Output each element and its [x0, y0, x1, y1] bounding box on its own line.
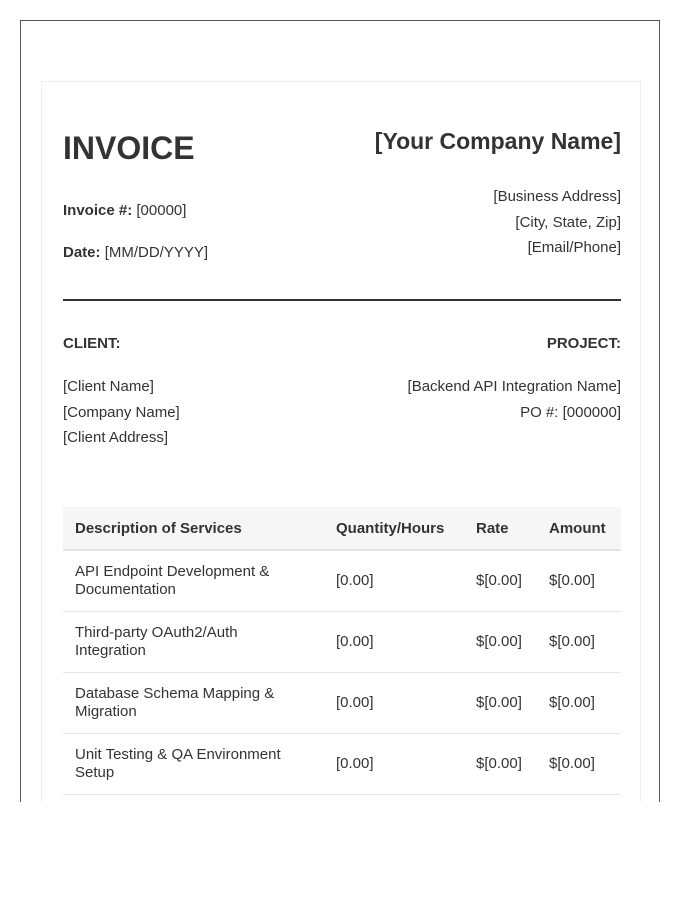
header-quantity: Quantity/Hours — [324, 507, 464, 550]
row-rate: $[0.00] — [464, 550, 537, 611]
client-section-title: CLIENT: — [63, 335, 121, 352]
company-name: [Your Company Name] — [374, 128, 621, 154]
services-table — [63, 507, 621, 795]
row-amount: $[0.00] — [537, 550, 621, 611]
row-rate: $[0.00] — [464, 733, 537, 794]
row-description: Unit Testing & QA Environment Setup — [63, 733, 324, 794]
table-row — [63, 733, 621, 794]
row-rate: $[0.00] — [464, 672, 537, 733]
invoice-date-value: [MM/DD/YYYY] — [104, 244, 209, 261]
invoice-viewport — [20, 20, 660, 802]
invoice-document — [41, 81, 641, 802]
row-quantity: [0.00] — [324, 733, 464, 794]
page-bottom-margin — [0, 802, 700, 900]
row-quantity: [0.00] — [324, 672, 464, 733]
company-contact: [Email/Phone] — [527, 239, 621, 256]
row-amount: $[0.00] — [537, 733, 621, 794]
project-section-title: PROJECT: — [546, 335, 621, 352]
row-amount: $[0.00] — [537, 611, 621, 672]
row-rate: $[0.00] — [464, 611, 537, 672]
table-row — [63, 550, 621, 611]
table-row — [63, 611, 621, 672]
project-name: [Backend API Integration Name] — [407, 378, 621, 395]
company-city-state-zip: [City, State, Zip] — [515, 213, 621, 231]
project-details — [408, 374, 621, 425]
row-description: Third-party OAuth2/Auth Integration — [63, 611, 324, 672]
table-row — [63, 672, 621, 733]
row-quantity: [0.00] — [324, 550, 464, 611]
row-description: API Endpoint Development & Documentation — [63, 550, 324, 611]
invoice-number-label: Invoice #: — [63, 202, 133, 219]
invoice-number-value: [00000] — [136, 202, 187, 219]
company-address: [Business Address] — [493, 188, 621, 205]
company-address-block — [493, 184, 621, 261]
header-description: Description of Services — [63, 507, 324, 550]
invoice-number — [63, 202, 186, 220]
invoice-title: INVOICE — [63, 130, 195, 166]
row-quantity: [0.00] — [324, 611, 464, 672]
table-header-row — [63, 507, 621, 550]
project-po-number: PO #: [000000] — [520, 403, 621, 421]
client-address: [Client Address] — [63, 429, 169, 446]
header-rate: Rate — [464, 507, 537, 550]
header-divider — [63, 299, 621, 301]
client-company: [Company Name] — [63, 403, 180, 421]
client-details — [63, 374, 180, 451]
row-description: Database Schema Mapping & Migration — [63, 672, 324, 733]
header-amount: Amount — [537, 507, 621, 550]
row-amount: $[0.00] — [537, 672, 621, 733]
invoice-date — [63, 244, 208, 262]
invoice-date-label: Date: — [63, 244, 101, 261]
client-name: [Client Name] — [63, 378, 154, 395]
